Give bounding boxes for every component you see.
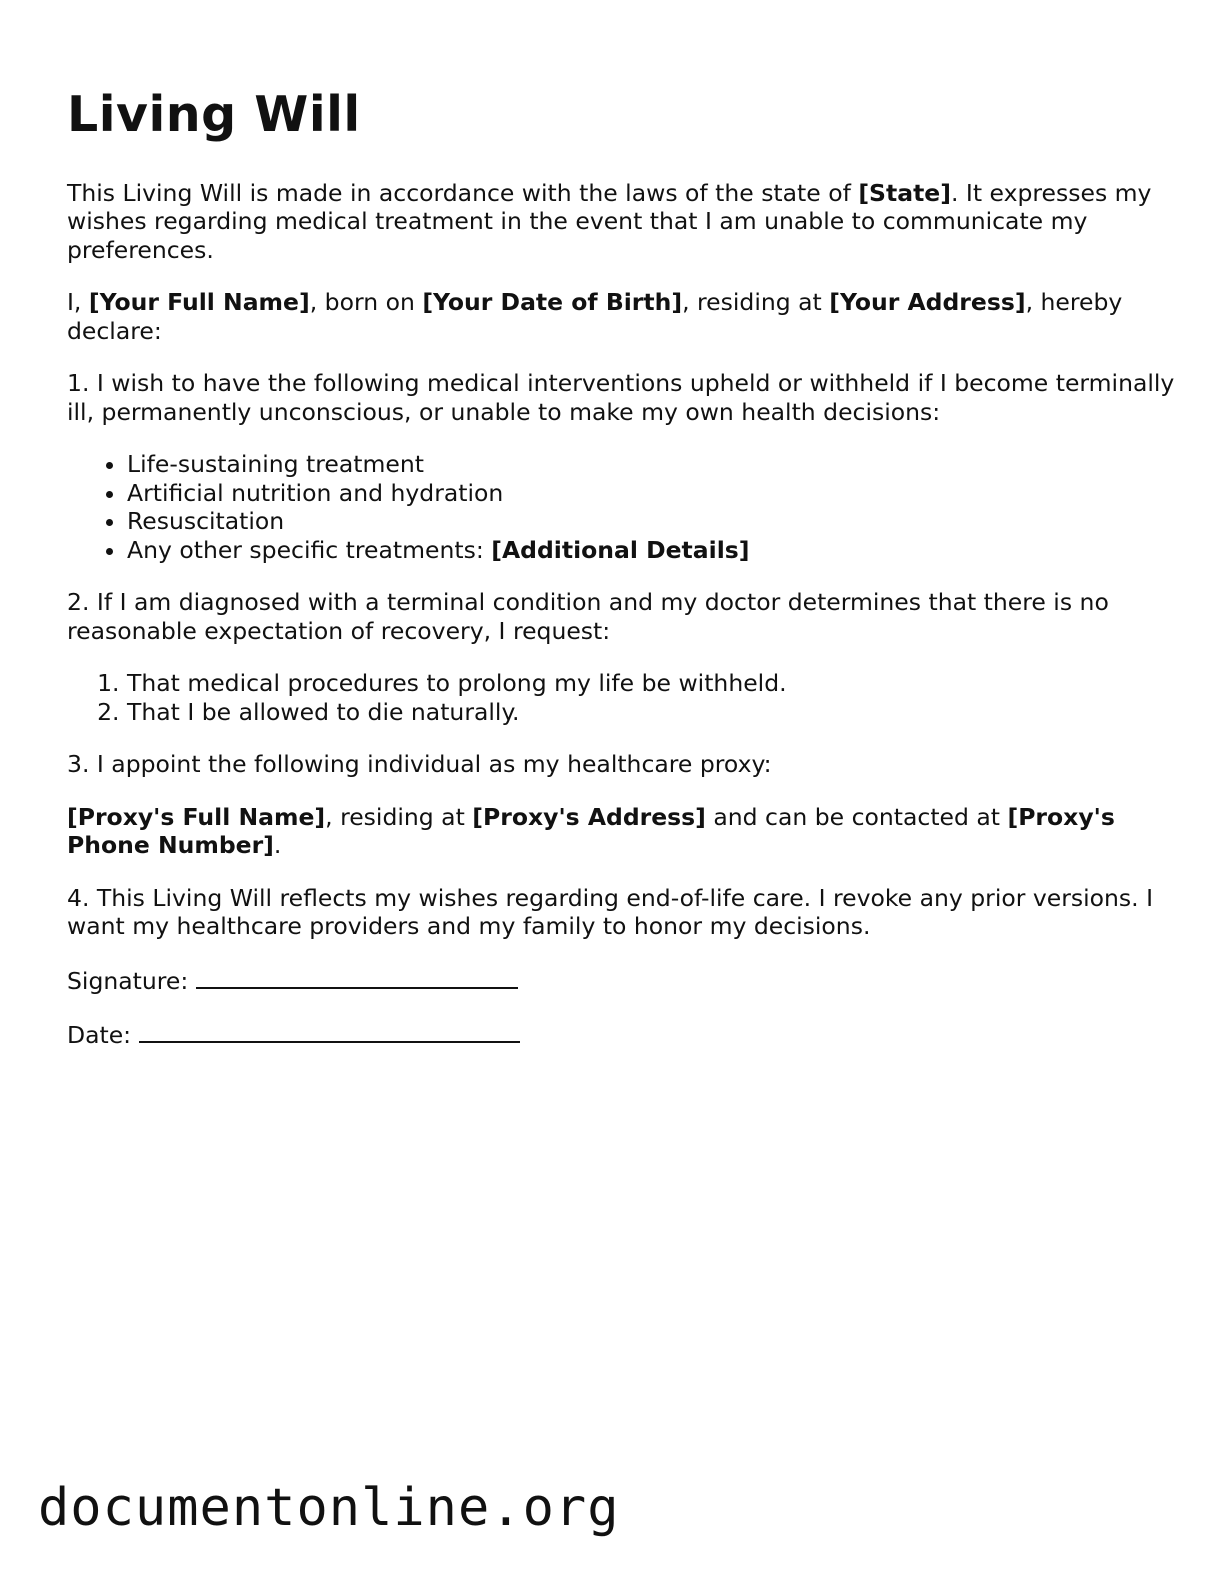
treatment-list: [67, 450, 1177, 564]
intro-paragraph: [67, 179, 1177, 265]
signature-row: [67, 965, 1177, 996]
section-3-text: 3. I appoint the following individual as my healthcare proxy:: [67, 750, 772, 779]
proxy-text-1: , residing at: [325, 802, 473, 831]
state-placeholder: [State]: [858, 178, 951, 207]
signature-label: Signature:: [67, 966, 196, 995]
proxy-text-3: .: [273, 831, 282, 860]
proxy-name-placeholder: [Proxy's Full Name]: [67, 802, 326, 831]
document-title: Living Will: [67, 86, 361, 143]
declaration-text-3: , residing at: [682, 288, 830, 317]
request-list: [67, 669, 1177, 726]
section-2-text: 2. If I am diagnosed with a terminal condition and my doctor determines that there is no reasonable expectation of recovery, I request:: [67, 588, 1109, 645]
section-1-text: 1. I wish to have the following medical interventions upheld or withheld if I become terminally ill, permanently unconscious, or unable to make my own health decisions:: [67, 369, 1175, 426]
signature-line[interactable]: [196, 965, 518, 989]
watermark: documentonline.org: [38, 1478, 620, 1538]
list-item: • Artificial nutrition and hydration: [127, 479, 1177, 508]
list-item: 2. That I be allowed to die naturally.: [127, 698, 1177, 727]
declaration-paragraph: [67, 288, 1177, 345]
document-page: [67, 80, 1177, 1074]
declaration-text-2: , born on: [309, 288, 423, 317]
address-placeholder: [Your Address]: [829, 288, 1026, 317]
date-line[interactable]: [139, 1019, 520, 1043]
list-item: 1. That medical procedures to prolong my life be withheld.: [127, 669, 1177, 698]
full-name-placeholder: [Your Full Name]: [88, 288, 310, 317]
proxy-phone-placeholder: [Proxy's Phone Number]: [67, 802, 1115, 860]
other-treatments-label: Any other specific treatments:: [127, 535, 492, 564]
date-label: Date:: [67, 1021, 139, 1050]
list-item: • Resuscitation: [127, 507, 1177, 536]
proxy-address-placeholder: [Proxy's Address]: [472, 802, 706, 831]
declaration-text-4: , hereby declare:: [67, 288, 1123, 345]
proxy-text-2: and can be contacted at: [705, 802, 1008, 831]
intro-text-1: This Living Will is made in accordance with the laws of the state of: [67, 178, 859, 207]
proxy-paragraph: [67, 803, 1177, 860]
date-of-birth-placeholder: [Your Date of Birth]: [422, 288, 683, 317]
list-item: • Life-sustaining treatment: [127, 450, 1177, 479]
section-4-text: 4. This Living Will reflects my wishes regarding end-of-life care. I revoke any prior versions. I want my healthcare providers and my family to honor my decisions.: [67, 883, 1154, 941]
list-item: [127, 536, 1177, 565]
additional-details-placeholder: [Additional Details]: [491, 535, 750, 564]
date-row: [67, 1019, 1177, 1050]
intro-text-2: . It expresses my wishes regarding medical treatment in the event that I am unable to communicate my preferences.: [67, 178, 1152, 264]
declaration-text-1: I,: [67, 288, 89, 317]
